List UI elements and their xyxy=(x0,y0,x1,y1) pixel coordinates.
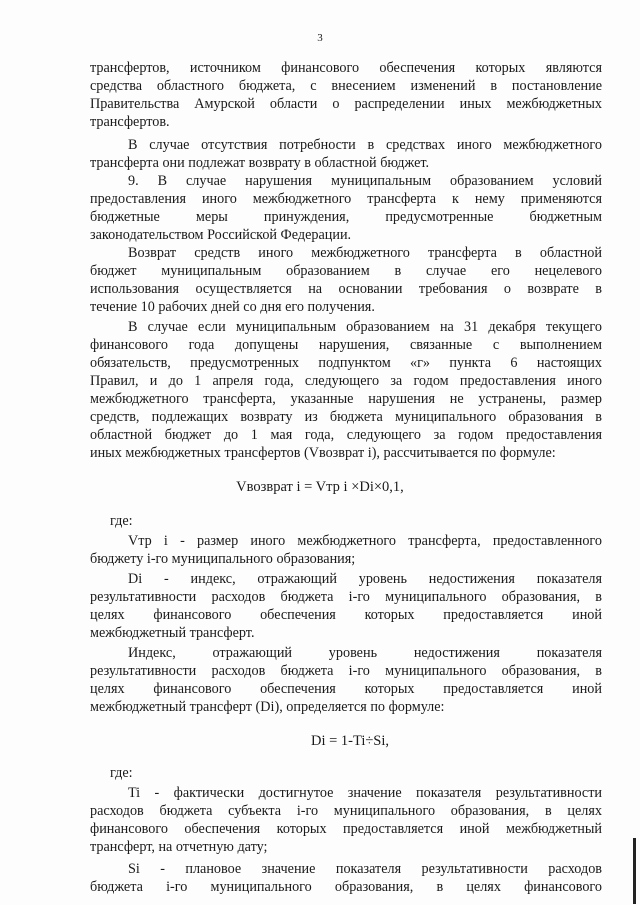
text-line: где: xyxy=(110,765,133,781)
text-line: целях финансового обеспечения которых предоставляется иной xyxy=(90,607,602,623)
text-line: Ti - фактически достигнутое значение показателя результативности xyxy=(128,785,602,801)
text-line: средства областного бюджета, с внесением изменений в постановление xyxy=(90,78,602,94)
scan-edge-mark xyxy=(633,838,636,904)
text-line: использования осуществляется на основании требования о возврате в xyxy=(90,281,602,297)
text-line: 9. В случае нарушения муниципальным образованием условий xyxy=(128,173,602,189)
text-line: Индекс, отражающий уровень недостижения показателя xyxy=(128,645,602,661)
text-line: финансового года допущены нарушения, связанные с выполнением xyxy=(90,337,602,353)
text-line: Si - плановое значение показателя результативности расходов xyxy=(128,861,602,877)
text-line: В случае если муниципальным образованием на 31 декабря текущего xyxy=(128,319,602,335)
text-line: финансового обеспечения которых предоставляется иной межбюджетный xyxy=(90,821,602,837)
text-line: целях финансового обеспечения которых предоставляется иной xyxy=(90,681,602,697)
page-number: 3 xyxy=(317,32,323,44)
text-line: В случае отсутствия потребности в средствах иного межбюджетного xyxy=(128,137,602,153)
text-line: трансфертов. xyxy=(90,114,170,130)
text-line: Vтр i - размер иного межбюджетного трансферта, предоставленного xyxy=(128,533,602,549)
text-line: Di - индекс, отражающий уровень недостижения показателя xyxy=(128,571,602,587)
text-line: трансферта они подлежат возврату в областной бюджет. xyxy=(90,155,430,171)
text-line: Правил, и до 1 апреля года, следующего за годом предоставления иного xyxy=(90,373,602,389)
text-line: расходов бюджета субъекта i-го муниципального образования, в целях xyxy=(90,803,602,819)
text-line: Правительства Амурской области о распределении иных межбюджетных xyxy=(90,96,602,112)
text-line: бюджета i-го муниципального образования, в целях финансового xyxy=(90,879,602,895)
text-line: законодательством Российской Федерации. xyxy=(90,227,352,243)
formula-index: Di = 1-Ti÷Si, xyxy=(310,733,390,749)
text-line: трансфертов, источником финансового обеспечения которых являются xyxy=(90,60,602,76)
text-line: трансферт, на отчетную дату; xyxy=(90,839,268,855)
text-line: результативности расходов бюджета i-го муниципального образования, в xyxy=(90,663,602,679)
text-line: Возврат средств иного межбюджетного трансферта в областной xyxy=(128,245,602,261)
text-line: межбюджетный трансферт. xyxy=(90,625,255,641)
text-line: течение 10 рабочих дней со дня его получения. xyxy=(90,299,375,315)
text-line: бюджет муниципальным образованием в случае его нецелевого xyxy=(90,263,602,279)
text-line: иных межбюджетных трансфертов (Vвозврат i), рассчитывается по формуле: xyxy=(90,445,556,461)
text-line: предоставления иного межбюджетного трансферта к нему применяются xyxy=(90,191,602,207)
formula-return-amount: Vвозврат i = Vтр i ×Di×0,1, xyxy=(236,479,404,495)
text-line: областной бюджет до 1 мая года, следующего за годом предоставления xyxy=(90,427,602,443)
text-line: где: xyxy=(110,513,133,529)
text-line: бюджету i-го муниципального образования; xyxy=(90,551,356,567)
text-line: средств, подлежащих возврату из бюджета муниципального образования в xyxy=(90,409,602,425)
text-line: межбюджетного трансферта, указанные нарушения не устранены, размер xyxy=(90,391,602,407)
text-line: обязательств, предусмотренных подпунктом «г» пункта 6 настоящих xyxy=(90,355,602,371)
text-line: результативности расходов бюджета i-го муниципального образования, в xyxy=(90,589,602,605)
text-line: межбюджетный трансферт (Di), определяется по формуле: xyxy=(90,699,445,715)
text-line: бюджетные меры принуждения, предусмотренные бюджетным xyxy=(90,209,602,225)
